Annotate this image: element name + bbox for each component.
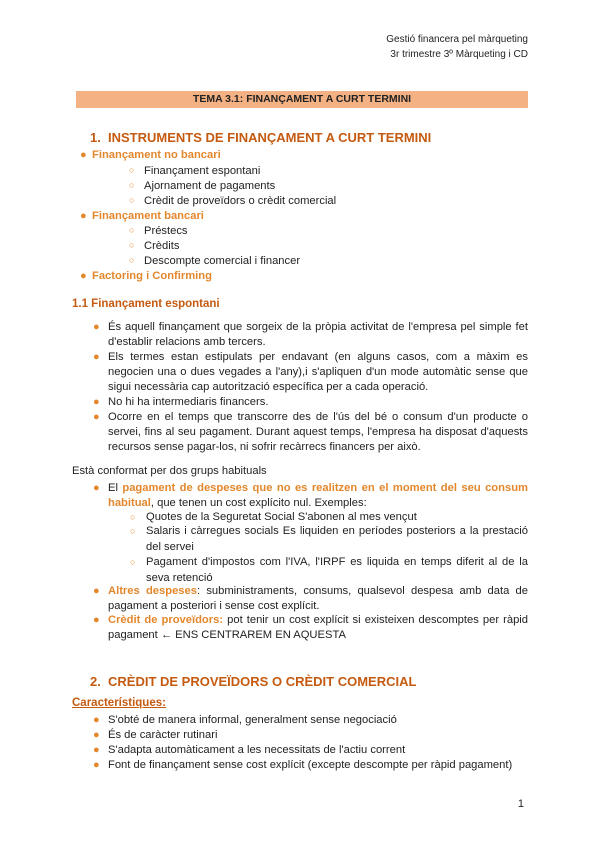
list-item: ● El pagament de despeses que no es realitzen en el moment del seu consum habitual, que tenen un cost explícito nul. Exemples: <box>93 482 528 509</box>
list-item: ○ Quotes de la Seguretat Social S'abonen al mes vençut <box>130 511 417 523</box>
characteristics-subtitle: Característiques: <box>72 697 166 709</box>
list-item: ● És de caràcter rutinari <box>93 729 218 741</box>
list-item: ● S'obté de manera informal, generalment sense negociació <box>93 714 397 726</box>
list-item: ○ Ajornament de pagaments <box>129 180 276 192</box>
section-2-heading: 2. CRÈDIT DE PROVEÏDORS O CRÈDIT COMERCIAL <box>90 674 417 689</box>
list-item: ● Ocorre en el temps que transcorre des de l'ús del bé o consum d'un producte o servei, fins al seu pagament. Durant aquest temps, l'empresa ha disposat d'aquests recursos sense pagar-los, ni sofrir recàrrecs financers per això. <box>93 411 528 453</box>
header-course: Gestió financera pel màrqueting <box>386 34 528 45</box>
list-item: ● Factoring i Confirming <box>80 270 212 282</box>
page-number: 1 <box>517 798 524 810</box>
list-item: ○ Crèdits <box>129 240 180 252</box>
list-item: ● Finançament no bancari <box>80 149 221 161</box>
list-item: ○ Préstecs <box>129 225 188 237</box>
list-item: ○ Finançament espontani <box>129 165 261 177</box>
list-item: ● Els termes estan estipulats per endavant (en alguns casos, com a màxim es negocien una o dues vegades a l'any),i s'apliquen d'un mode automàtic sense que sigui necessària cap autorització específica per a cada operació. <box>93 351 528 393</box>
list-item: ● Font de finançament sense cost explícit (excepte descompte per ràpid pagament) <box>93 759 513 771</box>
list-item: ○ Crèdit de proveïdors o crèdit comercial <box>129 195 337 207</box>
list-item: ● Altres despeses: subministraments, consums, qualsevol despesa amb data de pagament a posteriori i sense cost explícit. <box>93 585 528 612</box>
list-item: ● És aquell finançament que sorgeix de la pròpia activitat de l'empresa pel simple fet d'establir relacions amb tercers. <box>93 321 528 348</box>
intro-text: Està conformat per dos grups habituals <box>72 465 267 477</box>
section-1-heading: 1. INSTRUMENTS DE FINANÇAMENT A CURT TERMINI <box>90 130 432 145</box>
header-term: 3r trimestre 3º Màrqueting i CD <box>390 49 528 60</box>
list-item: ○ Salaris i càrregues socials Es liquiden en períodes posteriors a la prestació del servei <box>130 525 528 553</box>
topic-banner: TEMA 3.1: FINANÇAMENT A CURT TERMINI <box>76 91 528 108</box>
list-item: ○ Pagament d'impostos com l'IVA, l'IRPF es liquida en temps diferit al de la seva retenció <box>130 556 528 584</box>
page-header <box>386 32 528 62</box>
section-1-1-heading: 1.1 Finançament espontani <box>72 298 220 310</box>
list-item: ● Finançament bancari <box>80 210 204 222</box>
list-item: ● No hi ha intermediaris financers. <box>93 396 269 408</box>
list-item: ○ Descompte comercial i financer <box>129 255 301 267</box>
list-item: ● Crèdit de proveïdors: pot tenir un cost explícit si existeixen descomptes per ràpid pagament ← ENS CENTRAREM EN AQUESTA <box>93 614 529 641</box>
list-item: ● S'adapta automàticament a les necessitats de l'actiu corrent <box>93 744 406 756</box>
